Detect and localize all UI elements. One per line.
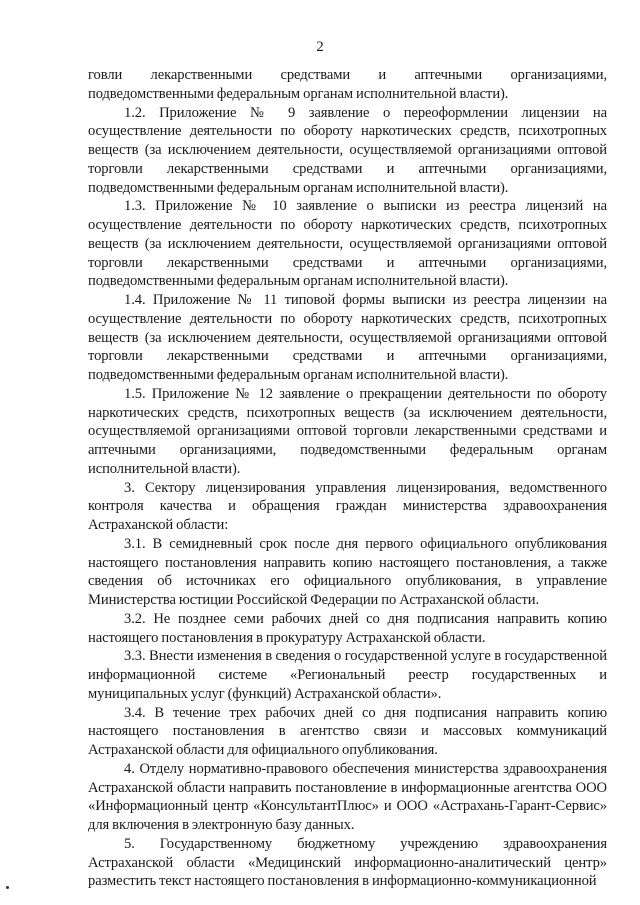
- paragraph-3-1: 3.1. В семидневный срок после дня первого официального опубликования настоящего постановления направить копию настоящего постановления, а также сведения об источниках его официального опубликования, в управление Министерства юстиции Российской Федерации по Астраханской области.: [88, 535, 607, 608]
- paragraph-1-4: 1.4. Приложение № 11 типовой формы выписки из реестра лицензии на осуществление деятельности по обороту наркотических средств, психотропных веществ (за исключением деятельности, осуществляемой организациями оптовой торговли лекарственными средствами и аптечными организациями, подведомственными федеральным органам исполнительной власти).: [88, 292, 607, 383]
- paragraph-5: 5. Государственному бюджетному учреждению здравоохранения Астраханской области «Медицинский информационно-аналитический центр» разместить текст настоящего постановления в информационно-коммуникационной: [88, 835, 607, 890]
- paragraph-1-2: 1.2. Приложение № 9 заявление о переоформлении лицензии на осуществление деятельности по обороту наркотических средств, психотропных веществ (за исключением деятельности, осуществляемой организациями оптовой торговли лекарственными средствами и аптечными организациями, подведомственными федеральным органам исполнительной власти).: [88, 104, 607, 196]
- document-body: [88, 66, 607, 891]
- paragraph-3-3: 3.3. Внести изменения в сведения о государственной услуге в государственной информационной системе «Региональный реестр государственных и муниципальных услуг (функций) Астраханской области».: [88, 648, 607, 702]
- paragraph-1-3: 1.3. Приложение № 10 заявление о выписки из реестра лицензий на осуществление деятельности по обороту наркотических средств, психотропных веществ (за исключением деятельности, осуществляемой организациями оптовой торговли лекарственными средствами и аптечными организациями, подведомственными федеральным органам исполнительной власти).: [88, 198, 607, 290]
- paragraph-continuation: говли лекарственными средствами и аптечными организациями, подведомственными федеральным органам исполнительной власти).: [88, 67, 607, 102]
- page-number: 2: [316, 39, 324, 55]
- paragraph-3-4: 3.4. В течение трех рабочих дней со дня подписания направить копию настоящего постановления в агентство связи и массовых коммуникаций Астраханской области для официального опубликования.: [88, 704, 607, 758]
- scan-artifact-dot: [6, 886, 9, 889]
- paragraph-1-5: 1.5. Приложение № 12 заявление о прекращении деятельности по обороту наркотических средств, психотропных веществ (за исключением деятельности, осуществляемой организациями оптовой торговли лекарственными средствами и аптечными организациями, подведомственными федеральным органам исполнительной власти).: [88, 385, 607, 477]
- paragraph-4: 4. Отделу нормативно-правового обеспечения министерства здравоохранения Астраханской области направить постановление в информационные агентства ООО «Информационный центр «КонсультантПлюс» и ООО «Астрахань-Гарант-Сервис» для включения в электронную базу данных.: [88, 760, 607, 833]
- paragraph-3-2: 3.2. Не позднее семи рабочих дней со дня подписания направить копию настоящего постановления в прокуратуру Астраханской области.: [88, 610, 607, 646]
- paragraph-3: 3. Сектору лицензирования управления лицензирования, ведомственного контроля качества и обращения граждан министерства здравоохранения Астраханской области:: [88, 479, 607, 533]
